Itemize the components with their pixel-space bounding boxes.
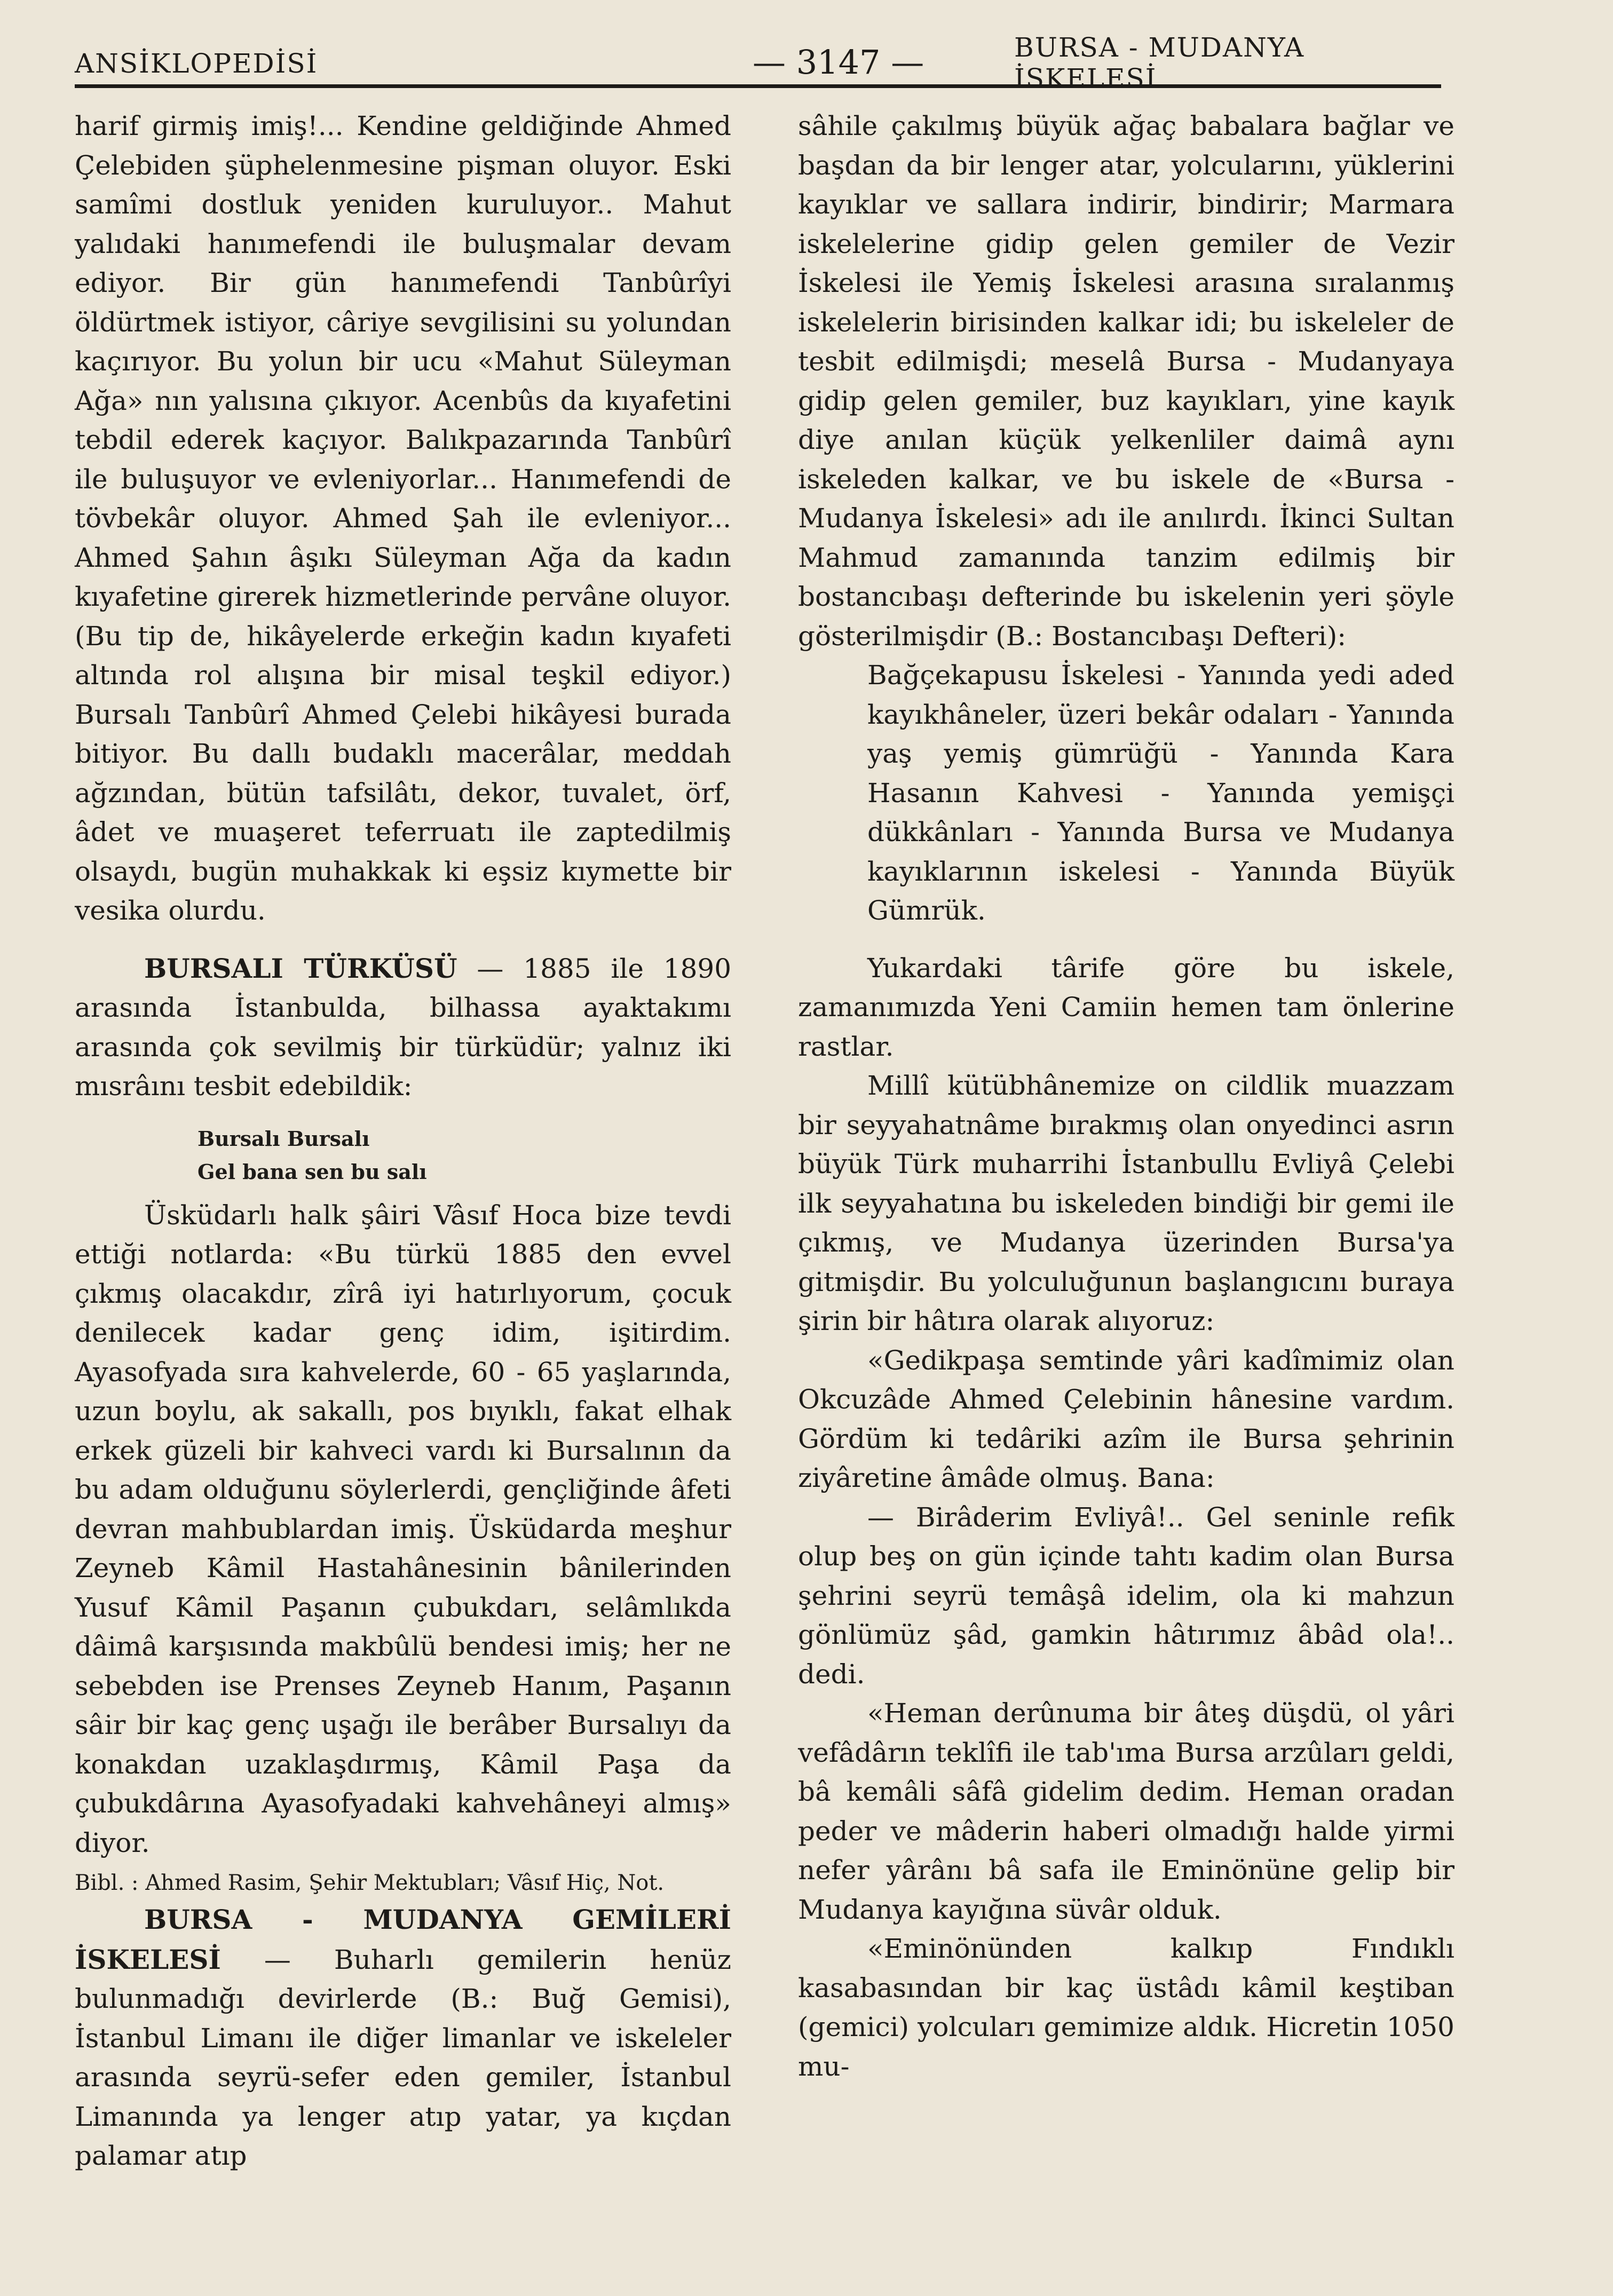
paragraph: — Birâderim Evliyâ!.. Gel seninle refik olup beş on gün içinde tahtı kadim olan Bursa şehrini seyrü temâşâ idelim, ola ki mahzun gönlümüz şâd, gamkin hâtırımız âbâd ola!.. dedi. bbox=[798, 1501, 1454, 1690]
verse-line: Bursalı Bursalı bbox=[197, 1126, 370, 1151]
entry-body: — 1885 ile 1890 arasında İstanbulda, bilhassa ayaktakımı arasında çok sevilmiş bir türküdür; yalnız iki mısrâını tesbit edebildik: bbox=[75, 953, 732, 1102]
right-column bbox=[798, 107, 1454, 2086]
page-header bbox=[75, 32, 1441, 94]
bibliography: Bibl. : Ahmed Rasim, Şehir Mektubları; Vâsıf Hiç, Not. bbox=[75, 1871, 665, 1895]
paragraph: harif girmiş imiş!... Kendine geldiğinde Ahmed Çelebiden şüphelenmesine pişman oluyor. Eski samîmi dostluk yeniden kuruluyor.. Mahut yalıdaki hanımefendi ile buluşmalar devam ediyor. Bir gün hanımefendi Tanbûrîyi öldürtmek istiyor, câriye sevgilisini su yolundan kaçırıyor. Bu yolun bir ucu «Mahut Süleyman Ağa» nın yalısına çıkıyor. Acenbûs da kıyafetini tebdil ederek kaçıyor. Balıkpazarında Tanbûrî ile buluşuyor ve evleniyorlar... Hanımefendi de tövbekâr oluyor. Ahmed Şah ile evleniyor... Ahmed Şahın âşıkı Süleyman Ağa da kadın kıyafetine girerek hizmetlerinde pervâne oluyor. (Bu tip de, hikâyelerde erkeğin kadın kıyafeti altında rol alışına bir misal teşkil ediyor.) Bursalı Tanbûrî Ahmed Çelebi hikâyesi burada bitiyor. Bu dallı budaklı macerâlar, meddah ağzından, bütün tafsilâtı, dekor, tuvalet, örf, âdet ve muaşeret teferruatı ile zaptedilmiş olsaydı, bugün muhakkak ki eşsiz kıymette bir vesika olurdu. bbox=[75, 110, 731, 926]
paragraph: «Gedikpaşa semtinde yâri kadîmimiz olan Okcuzâde Ahmed Çelebinin hânesine vardım. Gördüm ki tedâriki azîm ile Bursa şehrinin ziyâretine âmâde olmuş. Bana: bbox=[798, 1344, 1454, 1493]
paragraph: Yukardaki târife göre bu iskele, zamanımızda Yeni Camiin hemen tam önlerine rastlar. bbox=[798, 952, 1454, 1062]
entry-title: BURSA - MUDANYA GEMİLERİ İSKELESİ bbox=[75, 1904, 731, 1975]
paragraph: «Eminönünden kalkıp Fındıklı kasabasından bir kaç üstâdı kâmil keştiban (gemici) yolcuları gemimize aldık. Hicretin 1050 mu- bbox=[798, 1933, 1454, 2082]
page-number: — 3147 — bbox=[753, 43, 924, 82]
verse-line: Gel bana sen bu salı bbox=[197, 1159, 427, 1184]
paragraph: Millî kütübhânemize on cildlik muazzam bir seyyahatnâme bırakmış olan onyedinci asrın büyük Türk muharrihi İstanbullu Evliyâ Çelebi ilk seyyahatına bu iskeleden bindiği bir gemi ile çıkmış, ve Mudanya üzerinden Bursa'ya gitmişdir. Bu yolculuğunun başlangıcını buraya şirin bir hâtıra olarak alıyoruz: bbox=[798, 1070, 1454, 1336]
header-rule bbox=[75, 84, 1441, 88]
left-column bbox=[75, 107, 731, 2176]
entry-title: BURSALI TÜRKÜSÜ bbox=[144, 952, 457, 984]
header-right: BURSA - MUDANYA İSKELESİ bbox=[1014, 32, 1305, 94]
paragraph: Bağçekapusu İskelesi - Yanında yedi aded kayıkhâneler, üzeri bekâr odaları - Yanında yaş yemiş gümrüğü - Yanında Kara Hasanın Kahvesi - Yanında yemişçi dükkânları - Yanında Bursa ve Mudanya kayıklarının iskelesi - Yanında Büyük Gümrük. bbox=[867, 660, 1454, 926]
paragraph: sâhile çakılmış büyük ağaç babalara bağlar ve başdan da bir lenger atar, yolcularını, yüklerini kayıklar ve sallara indirir, bindirir; Marmara iskelelerine gidip gelen gemiler de Vezir İskelesi ile Yemiş İskelesi arasına sıralanmış iskelelerin birisinden kalkar idi; bu iskeleler de tesbit edilmişdi; meselâ Bursa - Mudanyaya gidip gelen gemiler, buz kayıkları, yine kayık diye anılan küçük yelkenliler daimâ aynı iskeleden kalkar, ve bu iskele de «Bursa - Mudanya İskelesi» adı ile anılırdı. İkinci Sultan Mahmud zamanında tanzim edilmiş bir bostancıbaşı defterinde bu iskelenin yeri şöyle gösterilmişdir (B.: Bostancıbaşı Defteri): bbox=[798, 110, 1454, 652]
entry-bursa-mudanya-gemileri bbox=[75, 1900, 731, 2176]
entry-bursali-turkusu bbox=[75, 949, 731, 1106]
header-left: ANSİKLOPEDİSİ bbox=[75, 48, 318, 79]
paragraph: Üsküdarlı halk şâiri Vâsıf Hoca bize tevdi ettiği notlarda: «Bu türkü 1885 den evvel çıkmış olacakdır, zîrâ iyi hatırlıyorum, çocuk denilecek kadar genç idim, işitirdim. Ayasofyada sıra kahvelerde, 60 - 65 yaşlarında, uzun boylu, ak sakallı, pos bıyıklı, fakat elhak erkek güzeli bir kahveci vardı ki Bursalının da bu adam olduğunu söylerlerdi, gençliğinde âfeti devran mahbublardan imiş. Üsküdarda meşhur Zeyneb Kâmil Hastahânesinin bânilerinden Yusuf Kâmil Paşanın çubukdarı, selâmlıkda dâimâ karşısında makbûlü bendesi imiş; her ne sebebden ise Prenses Zeyneb Hanım, Paşanın sâir bir kaç genç uşağı ile berâber Bursalıyı da konakdan uzaklaşdırmış, Kâmil Paşa da çubukdârına Ayasofyadaki kahvehâneyi almış» diyor. bbox=[75, 1199, 731, 1858]
paragraph: «Heman derûnuma bir âteş düşdü, ol yâri vefâdârın teklîfi ile tab'ıma Bursa arzûları geldi, bâ kemâli sâfâ gidelim dedim. Heman oradan peder ve mâderin haberi olmadığı halde yirmi nefer yârânı bâ safa ile Eminönüne gelip bir Mudanya kayığına süvâr olduk. bbox=[798, 1698, 1454, 1925]
entry-body: — Buharlı gemilerin henüz bulunmadığı devirlerde (B.: Buğ Gemisi), İstanbul Limanı ile diğer limanlar ve iskeleler arasında seyrü-sefer eden gemiler, İstanbul Limanında ya lenger atıp yatar, ya kıçdan palamar atıp bbox=[75, 1944, 731, 2171]
